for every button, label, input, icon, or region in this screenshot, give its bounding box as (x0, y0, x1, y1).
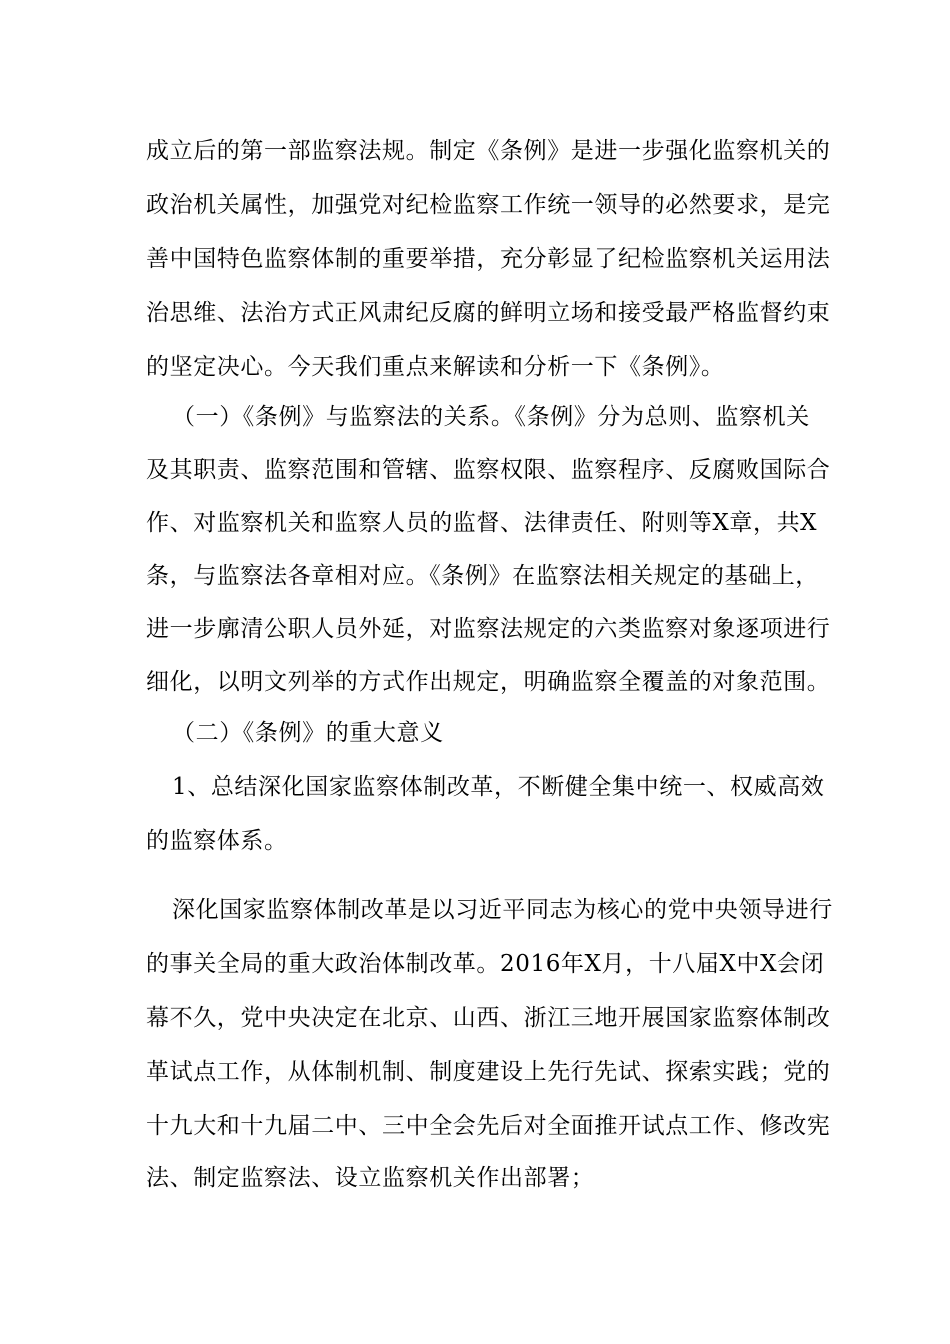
text-line-3: 善中国特色监察体制的重要举措，充分彰显了纪检监察机关运用法 (146, 246, 831, 272)
text-line-4: 治思维、法治方式正风肃纪反腐的鲜明立场和接受最严格监督约束 (146, 300, 831, 326)
paragraph-line-4: 革试点工作，从体制机制、制度建设上先行先试、探索实践；党的 (146, 1059, 831, 1085)
section-one-line-3: 作、对监察机关和监察人员的监督、法律责任、附则等X章，共X (146, 510, 818, 536)
paragraph-line-3: 幕不久，党中央决定在北京、山西、浙江三地开展国家监察体制改 (146, 1005, 831, 1031)
section-one-line-5: 进一步廓清公职人员外延，对监察法规定的六类监察对象逐项进行 (146, 616, 831, 642)
section-one-line-1: （一）《条例》与监察法的关系。《条例》分为总则、监察机关 (172, 404, 810, 430)
paragraph-line-6: 法、制定监察法、设立监察机关作出部署； (146, 1165, 595, 1191)
point-one-line-1: 1、总结深化国家监察体制改革，不断健全集中统一、权威高效 (172, 774, 825, 800)
paragraph-line-2: 的事关全局的重大政治体制改革。2016年X月，十八届X中X会闭 (146, 951, 825, 977)
paragraph-line-5: 十九大和十九届二中、三中全会先后对全面推开试点工作、修改宪 (146, 1113, 831, 1139)
section-one-line-2: 及其职责、监察范围和管辖、监察权限、监察程序、反腐败国际合 (146, 457, 831, 483)
paragraph-line-1: 深化国家监察体制改革是以习近平同志为核心的党中央领导进行 (172, 897, 833, 923)
text-line-5: 的坚定决心。今天我们重点来解读和分析一下《条例》。 (146, 354, 725, 380)
text-line-1: 成立后的第一部监察法规。制定《条例》是进一步强化监察机关的 (146, 138, 831, 164)
section-one-line-6: 细化，以明文列举的方式作出规定，明确监察全覆盖的对象范围。 (146, 669, 831, 695)
section-two-heading: （二）《条例》的重大意义 (172, 720, 444, 746)
section-one-line-4: 条，与监察法各章相对应。《条例》在监察法相关规定的基础上， (146, 563, 819, 589)
point-one-line-2: 的监察体系。 (146, 828, 288, 854)
text-line-2: 政治机关属性，加强党对纪检监察工作统一领导的必然要求，是完 (146, 192, 831, 218)
